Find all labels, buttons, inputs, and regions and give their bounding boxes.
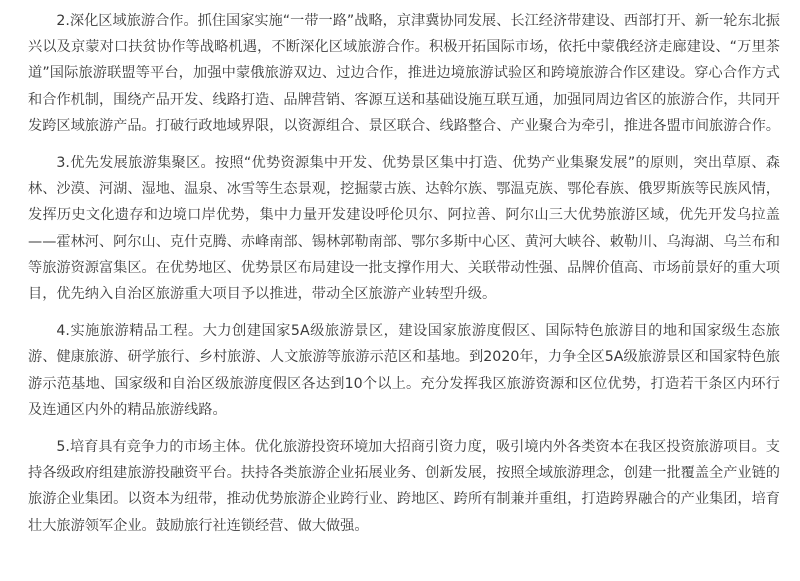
paragraph-tourism-clusters: 3.优先发展旅游集聚区。按照“优势资源集中开发、优势景区集中打造、优势产业集聚发展”的原则，突出草原、森林、沙漠、河湖、湿地、温泉、冰雪等生态景观，挖掘蒙古族、达斡尔族、鄂温克族、鄂伦春族、俄罗斯族等民族风情，发挥历史文化遗存和边境口岸优势，集中力量开发建设呼伦贝尔、阿拉善、阿尔山三大优势旅游区域，优先开发乌拉盖——霍林河、阿尔山、克什克腾、赤峰南部、锡林郭勒南部、鄂尔多斯中心区、黄河大峡谷、敕勒川、乌海湖、乌兰布和等旅游资源富集区。在优势地区、优势景区布局建设一批支撑作用大、关联带动性强、品牌价值高、市场前景好的重大项目，优先纳入自治区旅游重大项目予以推进，带动全区旅游产业转型升级。 — [28, 155, 780, 303]
paragraph-market-entities: 5.培育具有竞争力的市场主体。优化旅游投资环境加大招商引资力度，吸引境内外各类资本在我区投资旅游项目。支持各级政府组建旅游投融资平台。扶持各类旅游企业拓展业务、创新发展，按照全域旅游理念，创建一批覆盖全产业链的旅游企业集团。以资本为纽带，推动优势旅游企业跨行业、跨地区、跨所有制兼并重组，打造跨界融合的产业集团，培育壮大旅游领军企业。鼓励旅行社连锁经营、做大做强。 — [28, 439, 780, 534]
document-body — [28, 8, 780, 550]
paragraph-deepen-regional-cooperation: 2.深化区域旅游合作。抓住国家实施“一带一路”战略，京津冀协同发展、长江经济带建设、西部打开、新一轮东北振兴以及京蒙对口扶贫协作等战略机遇，不断深化区域旅游合作。积极开拓国际市场，依托中蒙俄经济走廊建设、“万里茶道”国际旅游联盟等平台，加强中蒙俄旅游双边、过边合作，推进边境旅游试验区和跨境旅游合作区建设。穿心合作方式和合作机制，围绕产品开发、线路打造、品牌营销、客源互送和基础设施互联互通，加强同周边省区的旅游合作，共同开发跨区域旅游产品。打破行政地域界限，以资源组合、景区联合、线路整合、产业聚合为牵引，推进各盟市间旅游合作。 — [28, 13, 780, 134]
paragraph-quality-tourism-project: 4.实施旅游精品工程。大力创建国家5A级旅游景区，建设国家旅游度假区、国际特色旅游目的地和国家级生态旅游、健康旅游、研学旅行、乡村旅游、人文旅游等旅游示范区和基地。到2020年，力争全区5A级旅游景区和国家特色旅游示范基地、国家级和自治区级旅游度假区各达到10个以上。充分发挥我区旅游资源和区位优势，打造若干条区内环行及连通区内外的精品旅游线路。 — [28, 323, 780, 418]
